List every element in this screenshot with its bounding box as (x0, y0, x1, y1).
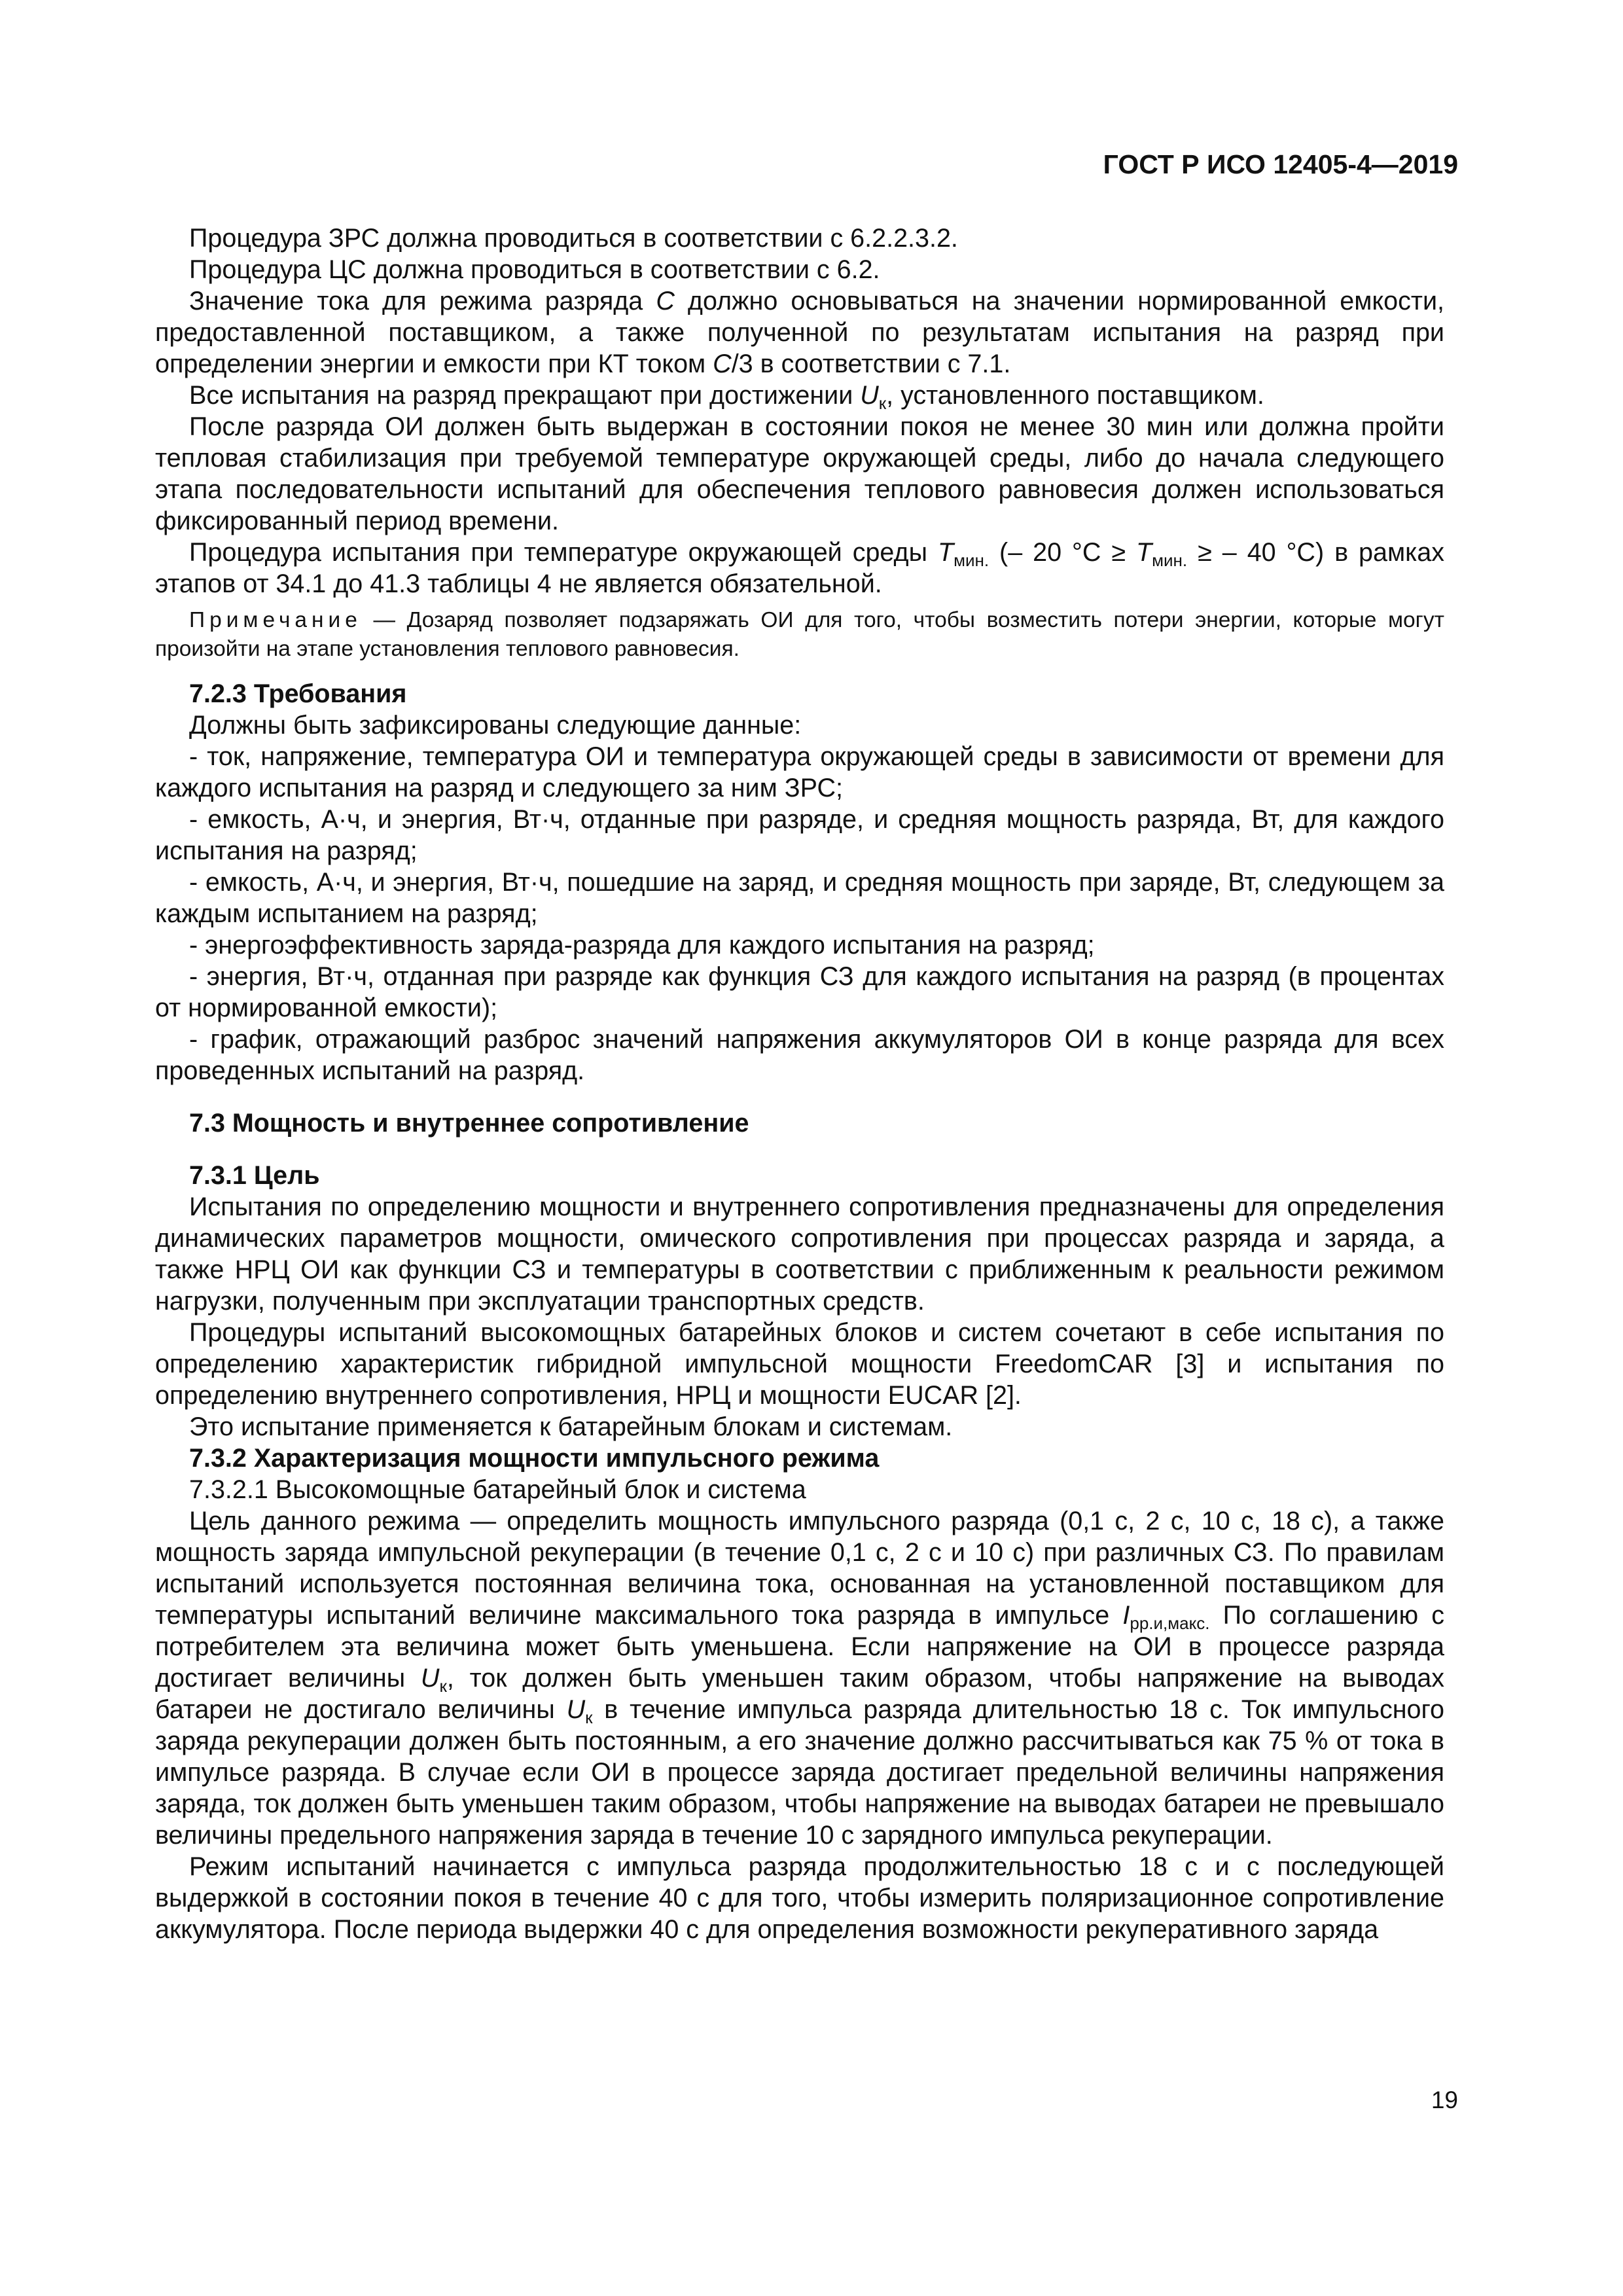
section-heading-7-3-2: 7.3.2 Характеризация мощности импульсного режима (189, 1444, 880, 1473)
note-text: — Дозаряд позволяет подзаряжать ОИ для того, чтобы возместить потери энергии, которые могут произойти на этапе установления теплового равновесия. (155, 608, 1444, 661)
paragraph: Процедура ЦС должна проводиться в соответствии с 6.2. (189, 255, 880, 284)
paragraph: Это испытание применяется к батарейным блокам и системам. (189, 1412, 953, 1441)
paragraph: Испытания по определению мощности и внутреннего сопротивления предназначены для определения динамических параметров мощности, омического сопротивления при процессах разряда и заряда, а также НРЦ ОИ как функции СЗ и температуры в соответствии с приближенным к реальности режимом нагрузки, полученным при эксплуатации транспортных средств. (155, 1193, 1444, 1316)
section-heading-7-2-3: 7.2.3 Требования (189, 679, 407, 708)
paragraph: Должны быть зафиксированы следующие данные: (189, 711, 802, 740)
paragraph: Все испытания на разряд прекращают при достижении $U_к$, установленного поставщиком. (189, 381, 1264, 413)
paragraph: Процедура испытания при температуре окружающей среды $Т_{мин.}$ (– 20 $^\circ С \ge Т_{мин.}$ ≥ – 40 °С) в рамках этапов от 34.1 до 41.3 таблицы 4 не является обязательной. (155, 538, 1444, 598)
paragraph: Значение тока для режима разряда С должно основываться на значении нормированной емкости, предоставленной поставщиком, а также полученной по результатам испытания на разряд при определении энергии и емкости при КТ током С/3 в соответствии с 7.1. (155, 287, 1444, 378)
paragraph: Режим испытаний начинается с импульса разряда продолжительностью 18 с и с последующей выдержкой в состоянии покоя в течение 40 с для того, чтобы измерить поляризационное сопротивление аккумулятора. После периода выдержки 40 с для определения возможности рекуперативного заряда (155, 1852, 1444, 1944)
subsection-heading-7-3-2-1: 7.3.2.1 Высокомощные батарейный блок и система (189, 1475, 806, 1504)
page-number: 19 (1431, 2087, 1458, 2113)
list-item: - емкость, А·ч, и энергия, Вт·ч, пошедшие на заряд, и средняя мощность при заряде, Вт, следующем за каждым испытанием на разряд; (155, 868, 1444, 928)
list-item: - график, отражающий разброс значений напряжения аккумуляторов ОИ в конце разряда для всех проведенных испытаний на разряд. (155, 1025, 1444, 1085)
list-item: - ток, напряжение, температура ОИ и температура окружающей среды в зависимости от времени для каждого испытания на разряд и следующего за ним ЗРС; (155, 742, 1444, 802)
standard-number: ГОСТ Р ИСО 12405-4—2019 (1103, 149, 1458, 179)
paragraph: Процедуры испытаний высокомощных батарейных блоков и систем сочетают в себе испытания по определению характеристик гибридной импульсной мощности FreedomCAR [3] и испытания по определению внутреннего сопротивления, НРЦ и мощности EUCAR [2]. (155, 1318, 1444, 1410)
section-heading-7-3: 7.3 Мощность и внутреннее сопротивление (189, 1109, 749, 1138)
section-heading-7-3-1: 7.3.1 Цель (189, 1161, 320, 1190)
paragraph: После разряда ОИ должен быть выдержан в состоянии покоя не менее 30 мин или должна пройти тепловая стабилизация при требуемой температуре окружающей среды, либо до начала следующего этапа последовательности испытаний для обеспечения теплового равновесия должен использоваться фиксированный период времени. (155, 412, 1444, 535)
list-item: - емкость, А·ч, и энергия, Вт·ч, отданные при разряде, и средняя мощность разряда, Вт, для каждого испытания на разряд; (155, 805, 1444, 865)
note (155, 606, 1444, 664)
list-item: - энергоэффективность заряда-разряда для каждого испытания на разряд; (189, 931, 1095, 960)
document-body (155, 223, 1444, 1945)
paragraph: Процедура ЗРС должна проводиться в соответствии с 6.2.2.3.2. (189, 224, 958, 253)
note-label: Примечание (189, 608, 362, 632)
list-item: - энергия, Вт·ч, отданная при разряде как функция СЗ для каждого испытания на разряд (в процентах от нормированной емкости); (155, 962, 1444, 1022)
paragraph: Цель данного режима — определить мощность импульсного разряда (0,1 с, 2 с, 10 с, 18 с), а также мощность заряда импульсной рекуперации (в течение 0,1 с, 2 с и 10 с) при различных СЗ. По правилам испытаний используется постоянная величина тока, основанная на установленной поставщиком для температуры испытаний величине максимального тока разряда в импульсе $I_{рр.и,макс.}$ По соглашению с потребителем эта величина может быть уменьшена. Если напряжение на ОИ в процессе разряда достигает величины $U_к$, ток должен быть уменьшен таким образом, чтобы напряжение на выводах батареи не достигало величины $U_к$ в течение импульса разряда длительностью 18 с. Ток импульсного заряда рекуперации должен быть постоянным, а его значение должно рассчитываться как 75 % от тока в импульсе разряда. В случае если ОИ в процессе заряда достигает предельной величины напряжения заряда, ток должен быть уменьшен таким образом, чтобы напряжение на выводах батареи не превышало величины предельного напряжения заряда в течение 10 с зарядного импульса рекуперации. (155, 1507, 1444, 1850)
